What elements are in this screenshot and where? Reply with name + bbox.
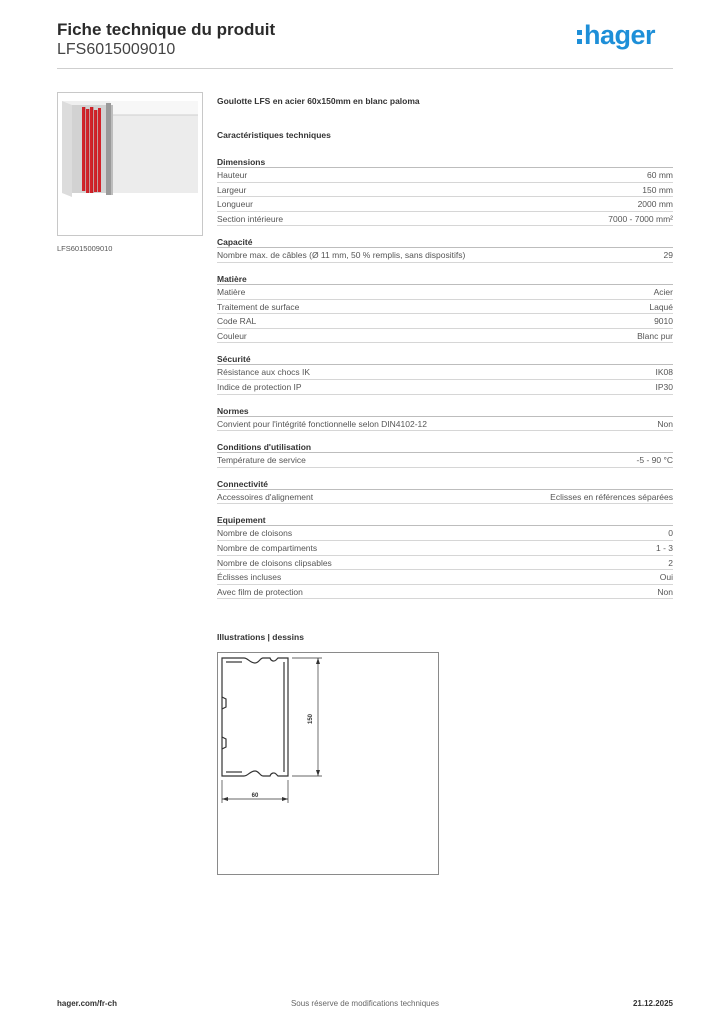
- spec-row: [217, 329, 673, 344]
- section-title: Sécurité: [217, 353, 673, 365]
- spec-row: [217, 285, 673, 300]
- spec-section: [217, 273, 673, 343]
- tech-characteristics-title: Caractéristiques techniques: [217, 130, 331, 140]
- product-name: Goulotte LFS en acier 60x150mm en blanc paloma: [217, 96, 420, 106]
- spec-row: [217, 183, 673, 198]
- spec-value: IP30: [655, 381, 673, 392]
- spec-row: [217, 197, 673, 212]
- illustrations-title: Illustrations | dessins: [217, 632, 304, 642]
- spec-value: 2000 mm: [637, 199, 673, 210]
- spec-label: Traitement de surface: [217, 301, 300, 312]
- spec-row: [217, 314, 673, 329]
- dimension-width-label: 60: [251, 793, 259, 799]
- spec-label: Convient pour l'intégrité fonctionnelle selon DIN4102-12: [217, 418, 428, 429]
- section-title: Connectivité: [217, 478, 673, 490]
- spec-value: 150 mm: [642, 184, 673, 195]
- spec-value: Laqué: [649, 301, 673, 312]
- spec-row: [217, 168, 673, 183]
- header-divider: [57, 68, 673, 69]
- spec-label: Longueur: [217, 199, 253, 210]
- product-image: [57, 92, 203, 236]
- spec-label: Largeur: [217, 184, 247, 195]
- spec-section: [217, 353, 673, 394]
- product-image-caption: LFS6015009010: [57, 244, 113, 253]
- spec-value: Blanc pur: [637, 330, 673, 341]
- spec-label: Matière: [217, 286, 246, 297]
- spec-row: [217, 300, 673, 315]
- section-title: Conditions d'utilisation: [217, 441, 673, 453]
- spec-value: 60 mm: [647, 170, 673, 180]
- dimension-height-label: 150: [308, 713, 314, 725]
- section-title: Matière: [217, 273, 673, 285]
- page-header: [57, 20, 673, 70]
- technical-drawing: [217, 652, 439, 875]
- spec-label: Avec film de protection: [217, 586, 303, 597]
- spec-value: 0: [668, 528, 673, 539]
- product-reference: LFS6015009010: [57, 41, 176, 58]
- spec-row: [217, 417, 673, 432]
- spec-label: Nombre max. de câbles (Ø 11 mm, 50 % remplis, sans dispositifs): [217, 250, 466, 261]
- section-title: Dimensions: [217, 156, 673, 168]
- spec-value: -5 - 90 °C: [636, 455, 673, 466]
- spec-value: Oui: [659, 572, 673, 583]
- spec-section: [217, 156, 673, 226]
- spec-value: Eclisses en références séparées: [550, 491, 673, 502]
- footer-website-link[interactable]: hager.com/fr-ch: [57, 999, 118, 1008]
- document-title: Fiche technique du produit: [57, 20, 276, 39]
- spec-label: Nombre de compartiments: [217, 542, 318, 553]
- spec-sections: [217, 156, 673, 599]
- spec-label: Section intérieure: [217, 213, 284, 224]
- spec-row: [217, 585, 673, 600]
- spec-value: 9010: [654, 316, 673, 327]
- section-title: Equipement: [217, 514, 673, 526]
- spec-label: Couleur: [217, 330, 247, 341]
- spec-section: [217, 236, 673, 263]
- spec-value: IK08: [655, 367, 673, 378]
- spec-row: [217, 365, 673, 380]
- spec-value: Non: [657, 586, 673, 597]
- spec-row: [217, 380, 673, 395]
- spec-label: Éclisses incluses: [217, 572, 282, 583]
- section-title: Capacité: [217, 236, 673, 248]
- spec-row: [217, 453, 673, 468]
- spec-value: Non: [657, 418, 673, 429]
- spec-section: [217, 405, 673, 432]
- spec-row: [217, 570, 673, 585]
- spec-row: [217, 541, 673, 556]
- spec-section: [217, 478, 673, 505]
- spec-label: Température de service: [217, 455, 306, 466]
- spec-row: [217, 212, 673, 227]
- spec-value: Acier: [653, 286, 673, 297]
- logo-text: hager: [583, 20, 655, 50]
- spec-label: Indice de protection IP: [217, 381, 302, 392]
- spec-row: [217, 526, 673, 541]
- spec-label: Code RAL: [217, 316, 257, 327]
- spec-row: [217, 248, 673, 263]
- spec-content: [217, 96, 673, 609]
- spec-value: 29: [663, 250, 673, 261]
- footer-date: 21.12.2025: [632, 999, 673, 1008]
- spec-row: [217, 556, 673, 571]
- spec-label: Nombre de cloisons clipsables: [217, 557, 332, 568]
- footer-notice: Sous réserve de modifications techniques: [290, 999, 440, 1008]
- spec-label: Hauteur: [217, 170, 248, 180]
- spec-label: Résistance aux chocs IK: [217, 367, 311, 378]
- section-title: Normes: [217, 405, 673, 417]
- spec-value: 1 - 3: [655, 542, 673, 553]
- spec-value: 2: [668, 557, 673, 568]
- spec-section: [217, 514, 673, 599]
- spec-row: [217, 490, 673, 505]
- hager-logo: [577, 20, 655, 51]
- spec-value: 7000 - 7000 mm²: [608, 213, 673, 224]
- spec-section: [217, 441, 673, 468]
- spec-label: Nombre de cloisons: [217, 528, 293, 539]
- spec-label: Accessoires d'alignement: [217, 491, 314, 502]
